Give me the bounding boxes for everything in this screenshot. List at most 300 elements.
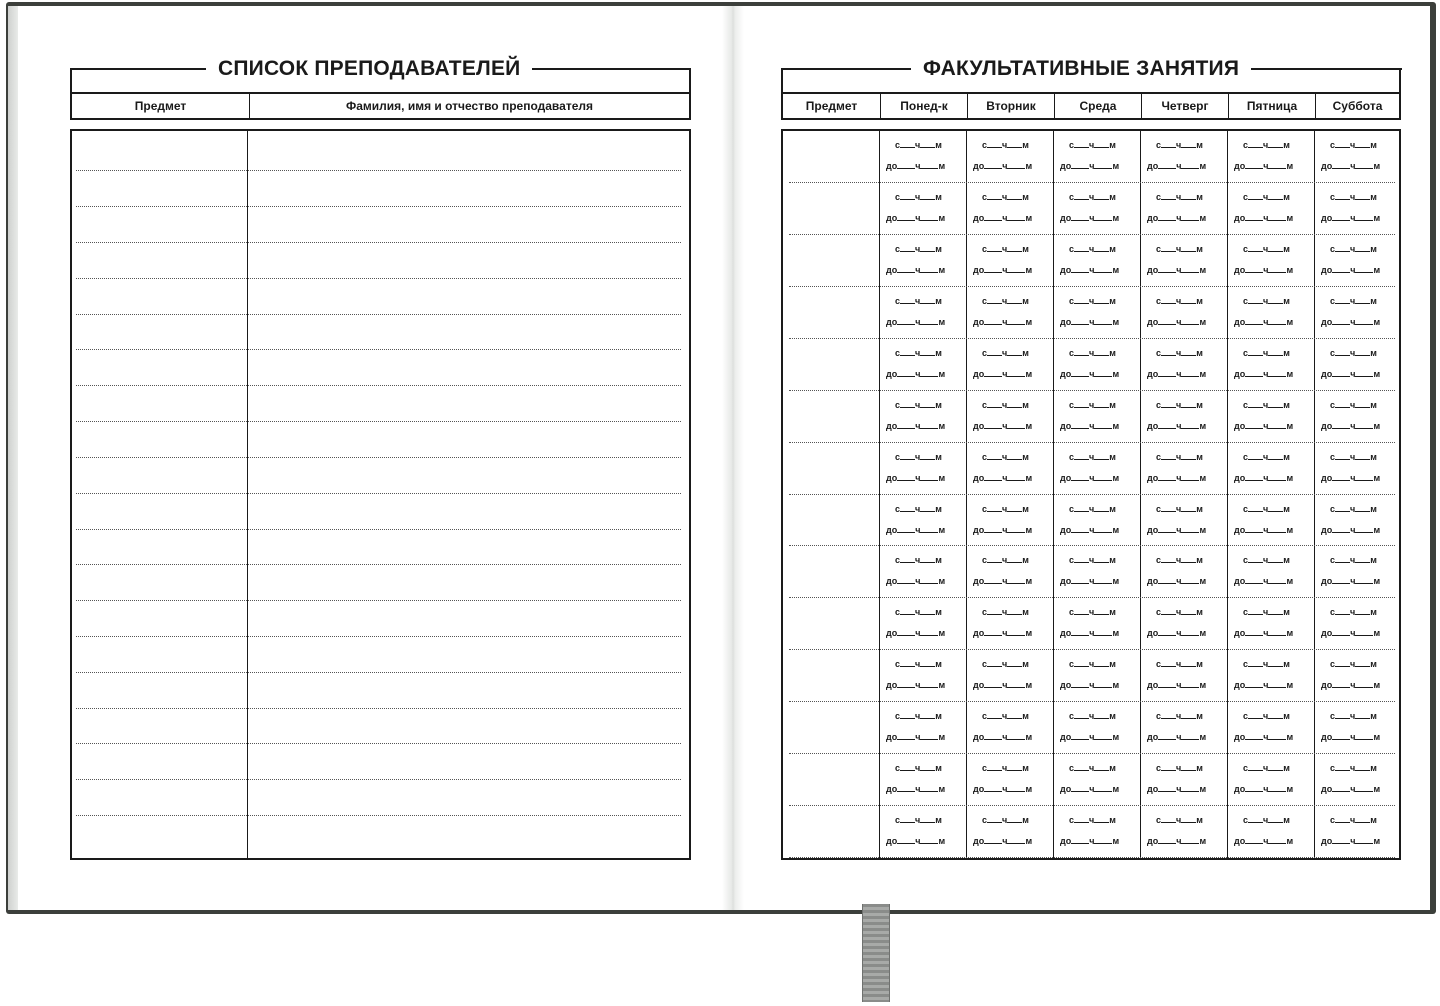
time-slot-cell[interactable] xyxy=(1318,495,1399,547)
time-blank[interactable] xyxy=(1181,607,1196,615)
time-slot-cell[interactable] xyxy=(1057,754,1138,806)
time-blank[interactable] xyxy=(1007,265,1025,273)
time-blank[interactable] xyxy=(1268,244,1283,252)
time-slot-cell[interactable] xyxy=(1318,287,1399,339)
time-blank[interactable] xyxy=(920,317,938,325)
time-blank[interactable] xyxy=(1007,576,1025,584)
time-slot-cell[interactable] xyxy=(1057,391,1138,443)
time-blank[interactable] xyxy=(1007,348,1022,356)
time-blank[interactable] xyxy=(1161,244,1176,252)
time-blank[interactable] xyxy=(1268,161,1286,169)
time-blank[interactable] xyxy=(897,473,915,481)
writing-line[interactable] xyxy=(76,708,681,709)
time-blank[interactable] xyxy=(1007,213,1025,221)
time-blank[interactable] xyxy=(897,836,915,844)
time-blank[interactable] xyxy=(1181,525,1199,533)
time-slot-cell[interactable] xyxy=(970,391,1051,443)
time-blank[interactable] xyxy=(1268,421,1286,429)
time-blank[interactable] xyxy=(984,836,1002,844)
time-blank[interactable] xyxy=(987,348,1002,356)
time-slot-cell[interactable] xyxy=(1057,546,1138,598)
time-blank[interactable] xyxy=(1161,659,1176,667)
time-blank[interactable] xyxy=(1355,763,1370,771)
time-blank[interactable] xyxy=(1094,763,1109,771)
time-blank[interactable] xyxy=(1158,732,1176,740)
time-blank[interactable] xyxy=(1335,244,1350,252)
time-blank[interactable] xyxy=(1007,659,1022,667)
writing-line[interactable] xyxy=(76,743,681,744)
time-blank[interactable] xyxy=(1181,784,1199,792)
time-blank[interactable] xyxy=(920,680,938,688)
time-blank[interactable] xyxy=(1335,659,1350,667)
time-blank[interactable] xyxy=(1094,348,1109,356)
time-blank[interactable] xyxy=(1181,763,1196,771)
time-blank[interactable] xyxy=(1158,576,1176,584)
time-slot-cell[interactable] xyxy=(1057,806,1138,858)
time-blank[interactable] xyxy=(1071,265,1089,273)
time-blank[interactable] xyxy=(1074,296,1089,304)
time-blank[interactable] xyxy=(1268,473,1286,481)
time-slot-cell[interactable] xyxy=(1231,391,1312,443)
time-blank[interactable] xyxy=(1181,348,1196,356)
time-blank[interactable] xyxy=(1335,192,1350,200)
time-slot-cell[interactable] xyxy=(883,806,964,858)
time-blank[interactable] xyxy=(1248,244,1263,252)
time-blank[interactable] xyxy=(897,628,915,636)
writing-line[interactable] xyxy=(76,815,681,816)
time-blank[interactable] xyxy=(1161,711,1176,719)
time-blank[interactable] xyxy=(1007,452,1022,460)
time-blank[interactable] xyxy=(1094,555,1109,563)
time-blank[interactable] xyxy=(984,525,1002,533)
time-blank[interactable] xyxy=(1355,213,1373,221)
writing-line[interactable] xyxy=(76,314,681,315)
time-blank[interactable] xyxy=(1071,784,1089,792)
time-blank[interactable] xyxy=(1268,711,1283,719)
time-blank[interactable] xyxy=(1245,213,1263,221)
time-blank[interactable] xyxy=(1181,265,1199,273)
time-blank[interactable] xyxy=(900,504,915,512)
time-blank[interactable] xyxy=(1268,504,1283,512)
time-blank[interactable] xyxy=(1355,421,1373,429)
time-blank[interactable] xyxy=(1268,525,1286,533)
time-blank[interactable] xyxy=(1268,317,1286,325)
time-blank[interactable] xyxy=(1248,348,1263,356)
time-blank[interactable] xyxy=(1355,680,1373,688)
time-blank[interactable] xyxy=(987,659,1002,667)
time-blank[interactable] xyxy=(1268,607,1283,615)
time-blank[interactable] xyxy=(1355,711,1370,719)
time-blank[interactable] xyxy=(900,815,915,823)
time-slot-cell[interactable] xyxy=(970,183,1051,235)
time-blank[interactable] xyxy=(1248,140,1263,148)
time-blank[interactable] xyxy=(1181,504,1196,512)
time-slot-cell[interactable] xyxy=(1231,443,1312,495)
time-blank[interactable] xyxy=(1245,784,1263,792)
time-blank[interactable] xyxy=(920,732,938,740)
time-blank[interactable] xyxy=(920,296,935,304)
time-blank[interactable] xyxy=(1248,607,1263,615)
time-slot-cell[interactable] xyxy=(970,598,1051,650)
time-blank[interactable] xyxy=(1181,711,1196,719)
time-blank[interactable] xyxy=(1007,317,1025,325)
time-blank[interactable] xyxy=(1335,348,1350,356)
time-blank[interactable] xyxy=(1245,576,1263,584)
time-blank[interactable] xyxy=(1007,555,1022,563)
time-slot-cell[interactable] xyxy=(883,131,964,183)
time-blank[interactable] xyxy=(1245,473,1263,481)
writing-line[interactable] xyxy=(76,421,681,422)
time-blank[interactable] xyxy=(1007,244,1022,252)
time-slot-cell[interactable] xyxy=(970,806,1051,858)
time-blank[interactable] xyxy=(1268,452,1283,460)
time-blank[interactable] xyxy=(897,784,915,792)
time-blank[interactable] xyxy=(987,296,1002,304)
time-slot-cell[interactable] xyxy=(883,546,964,598)
time-blank[interactable] xyxy=(920,192,935,200)
time-blank[interactable] xyxy=(900,348,915,356)
time-blank[interactable] xyxy=(1181,317,1199,325)
writing-line[interactable] xyxy=(76,493,681,494)
time-blank[interactable] xyxy=(1007,421,1025,429)
time-blank[interactable] xyxy=(920,763,935,771)
time-blank[interactable] xyxy=(1355,607,1370,615)
time-blank[interactable] xyxy=(900,555,915,563)
time-blank[interactable] xyxy=(1007,369,1025,377)
time-blank[interactable] xyxy=(1007,192,1022,200)
time-blank[interactable] xyxy=(1332,421,1350,429)
time-blank[interactable] xyxy=(1248,504,1263,512)
time-blank[interactable] xyxy=(1181,296,1196,304)
time-blank[interactable] xyxy=(1007,836,1025,844)
time-slot-cell[interactable] xyxy=(1318,754,1399,806)
time-blank[interactable] xyxy=(1094,504,1109,512)
time-blank[interactable] xyxy=(897,732,915,740)
time-slot-cell[interactable] xyxy=(970,287,1051,339)
writing-line[interactable] xyxy=(76,242,681,243)
time-slot-cell[interactable] xyxy=(1318,546,1399,598)
time-blank[interactable] xyxy=(1355,784,1373,792)
time-blank[interactable] xyxy=(1094,607,1109,615)
time-blank[interactable] xyxy=(1245,421,1263,429)
time-blank[interactable] xyxy=(1074,400,1089,408)
time-blank[interactable] xyxy=(1332,732,1350,740)
time-blank[interactable] xyxy=(1268,140,1283,148)
time-blank[interactable] xyxy=(1335,711,1350,719)
time-blank[interactable] xyxy=(1332,265,1350,273)
time-blank[interactable] xyxy=(1245,317,1263,325)
time-slot-cell[interactable] xyxy=(1057,702,1138,754)
time-blank[interactable] xyxy=(1268,815,1283,823)
time-slot-cell[interactable] xyxy=(1318,806,1399,858)
time-slot-cell[interactable] xyxy=(1231,183,1312,235)
writing-line[interactable] xyxy=(76,206,681,207)
time-blank[interactable] xyxy=(1094,473,1112,481)
time-blank[interactable] xyxy=(1094,452,1109,460)
time-blank[interactable] xyxy=(1355,296,1370,304)
time-blank[interactable] xyxy=(1355,504,1370,512)
time-slot-cell[interactable] xyxy=(1318,702,1399,754)
time-blank[interactable] xyxy=(1094,244,1109,252)
time-blank[interactable] xyxy=(920,265,938,273)
time-blank[interactable] xyxy=(1268,192,1283,200)
time-slot-cell[interactable] xyxy=(1231,598,1312,650)
time-blank[interactable] xyxy=(897,680,915,688)
time-blank[interactable] xyxy=(1071,576,1089,584)
time-blank[interactable] xyxy=(1158,628,1176,636)
time-blank[interactable] xyxy=(1335,452,1350,460)
time-blank[interactable] xyxy=(1181,836,1199,844)
time-blank[interactable] xyxy=(987,192,1002,200)
time-blank[interactable] xyxy=(1355,525,1373,533)
time-blank[interactable] xyxy=(1158,369,1176,377)
time-blank[interactable] xyxy=(920,815,935,823)
time-slot-cell[interactable] xyxy=(1231,131,1312,183)
time-blank[interactable] xyxy=(1332,680,1350,688)
time-blank[interactable] xyxy=(1071,369,1089,377)
time-blank[interactable] xyxy=(920,400,935,408)
time-slot-cell[interactable] xyxy=(1144,495,1225,547)
time-slot-cell[interactable] xyxy=(1231,546,1312,598)
time-blank[interactable] xyxy=(1181,732,1199,740)
time-blank[interactable] xyxy=(1268,659,1283,667)
time-slot-cell[interactable] xyxy=(1144,287,1225,339)
writing-line[interactable] xyxy=(76,278,681,279)
time-blank[interactable] xyxy=(1007,140,1022,148)
time-blank[interactable] xyxy=(1248,400,1263,408)
time-blank[interactable] xyxy=(1094,659,1109,667)
time-blank[interactable] xyxy=(1161,296,1176,304)
time-blank[interactable] xyxy=(1094,400,1109,408)
time-slot-cell[interactable] xyxy=(883,598,964,650)
time-blank[interactable] xyxy=(984,628,1002,636)
time-blank[interactable] xyxy=(1268,296,1283,304)
time-blank[interactable] xyxy=(1181,244,1196,252)
time-slot-cell[interactable] xyxy=(1057,598,1138,650)
time-blank[interactable] xyxy=(1161,452,1176,460)
time-blank[interactable] xyxy=(1355,192,1370,200)
time-slot-cell[interactable] xyxy=(1144,598,1225,650)
time-blank[interactable] xyxy=(1074,452,1089,460)
time-blank[interactable] xyxy=(900,659,915,667)
time-slot-cell[interactable] xyxy=(1231,754,1312,806)
time-blank[interactable] xyxy=(1248,452,1263,460)
time-slot-cell[interactable] xyxy=(883,287,964,339)
time-blank[interactable] xyxy=(1074,140,1089,148)
time-blank[interactable] xyxy=(1181,400,1196,408)
time-blank[interactable] xyxy=(1161,555,1176,563)
time-blank[interactable] xyxy=(1332,525,1350,533)
time-slot-cell[interactable] xyxy=(1057,183,1138,235)
time-slot-cell[interactable] xyxy=(1318,598,1399,650)
time-blank[interactable] xyxy=(1094,711,1109,719)
time-blank[interactable] xyxy=(1094,421,1112,429)
time-slot-cell[interactable] xyxy=(883,650,964,702)
time-blank[interactable] xyxy=(1007,296,1022,304)
time-slot-cell[interactable] xyxy=(1318,339,1399,391)
time-blank[interactable] xyxy=(1007,815,1022,823)
time-blank[interactable] xyxy=(1071,525,1089,533)
time-blank[interactable] xyxy=(920,161,938,169)
time-blank[interactable] xyxy=(1332,784,1350,792)
time-blank[interactable] xyxy=(1181,421,1199,429)
time-slot-cell[interactable] xyxy=(1318,235,1399,287)
time-blank[interactable] xyxy=(1248,711,1263,719)
time-slot-cell[interactable] xyxy=(883,235,964,287)
time-blank[interactable] xyxy=(1074,348,1089,356)
time-blank[interactable] xyxy=(1074,659,1089,667)
time-blank[interactable] xyxy=(1245,836,1263,844)
writing-line[interactable] xyxy=(76,564,681,565)
time-blank[interactable] xyxy=(1007,711,1022,719)
time-blank[interactable] xyxy=(1181,213,1199,221)
time-slot-cell[interactable] xyxy=(883,183,964,235)
time-blank[interactable] xyxy=(1071,213,1089,221)
time-blank[interactable] xyxy=(1355,473,1373,481)
time-blank[interactable] xyxy=(1094,836,1112,844)
time-slot-cell[interactable] xyxy=(1231,235,1312,287)
time-blank[interactable] xyxy=(1245,369,1263,377)
time-slot-cell[interactable] xyxy=(1318,650,1399,702)
time-slot-cell[interactable] xyxy=(1057,339,1138,391)
time-blank[interactable] xyxy=(1268,369,1286,377)
time-blank[interactable] xyxy=(1007,525,1025,533)
time-blank[interactable] xyxy=(1007,504,1022,512)
time-blank[interactable] xyxy=(1161,348,1176,356)
time-blank[interactable] xyxy=(1355,369,1373,377)
time-blank[interactable] xyxy=(1268,213,1286,221)
time-blank[interactable] xyxy=(1071,628,1089,636)
time-blank[interactable] xyxy=(897,213,915,221)
time-blank[interactable] xyxy=(900,711,915,719)
writing-line[interactable] xyxy=(76,170,681,171)
time-blank[interactable] xyxy=(984,265,1002,273)
time-blank[interactable] xyxy=(1161,607,1176,615)
time-slot-cell[interactable] xyxy=(1318,391,1399,443)
time-slot-cell[interactable] xyxy=(1057,495,1138,547)
time-blank[interactable] xyxy=(1158,161,1176,169)
time-blank[interactable] xyxy=(920,369,938,377)
time-blank[interactable] xyxy=(1245,732,1263,740)
time-blank[interactable] xyxy=(1158,473,1176,481)
writing-line[interactable] xyxy=(76,529,681,530)
time-slot-cell[interactable] xyxy=(1144,806,1225,858)
time-blank[interactable] xyxy=(1181,473,1199,481)
time-blank[interactable] xyxy=(1094,525,1112,533)
writing-line[interactable] xyxy=(76,779,681,780)
time-blank[interactable] xyxy=(1268,732,1286,740)
time-slot-cell[interactable] xyxy=(1231,806,1312,858)
time-blank[interactable] xyxy=(1161,763,1176,771)
time-blank[interactable] xyxy=(1332,473,1350,481)
time-blank[interactable] xyxy=(1355,161,1373,169)
time-blank[interactable] xyxy=(920,711,935,719)
time-blank[interactable] xyxy=(1332,836,1350,844)
time-slot-cell[interactable] xyxy=(1144,754,1225,806)
time-blank[interactable] xyxy=(1355,140,1370,148)
time-blank[interactable] xyxy=(984,369,1002,377)
time-blank[interactable] xyxy=(984,213,1002,221)
time-blank[interactable] xyxy=(1332,576,1350,584)
time-blank[interactable] xyxy=(1158,265,1176,273)
time-blank[interactable] xyxy=(1248,763,1263,771)
time-blank[interactable] xyxy=(1268,628,1286,636)
time-blank[interactable] xyxy=(987,504,1002,512)
time-blank[interactable] xyxy=(1181,576,1199,584)
time-slot-cell[interactable] xyxy=(1318,443,1399,495)
time-blank[interactable] xyxy=(1268,763,1283,771)
time-blank[interactable] xyxy=(1161,400,1176,408)
time-blank[interactable] xyxy=(1355,815,1370,823)
time-slot-cell[interactable] xyxy=(970,546,1051,598)
time-blank[interactable] xyxy=(1268,400,1283,408)
time-blank[interactable] xyxy=(1158,836,1176,844)
time-blank[interactable] xyxy=(897,317,915,325)
time-blank[interactable] xyxy=(920,607,935,615)
time-blank[interactable] xyxy=(987,400,1002,408)
time-blank[interactable] xyxy=(1161,192,1176,200)
time-blank[interactable] xyxy=(900,192,915,200)
time-blank[interactable] xyxy=(1158,421,1176,429)
time-blank[interactable] xyxy=(1355,400,1370,408)
writing-line[interactable] xyxy=(76,636,681,637)
time-blank[interactable] xyxy=(1071,473,1089,481)
time-slot-cell[interactable] xyxy=(970,235,1051,287)
time-blank[interactable] xyxy=(1245,265,1263,273)
time-blank[interactable] xyxy=(1268,348,1283,356)
time-slot-cell[interactable] xyxy=(1057,235,1138,287)
time-blank[interactable] xyxy=(897,161,915,169)
time-blank[interactable] xyxy=(1094,140,1109,148)
time-blank[interactable] xyxy=(1335,400,1350,408)
time-blank[interactable] xyxy=(897,265,915,273)
time-blank[interactable] xyxy=(1268,784,1286,792)
time-blank[interactable] xyxy=(984,732,1002,740)
time-slot-cell[interactable] xyxy=(970,650,1051,702)
time-slot-cell[interactable] xyxy=(1144,235,1225,287)
time-slot-cell[interactable] xyxy=(1144,443,1225,495)
time-blank[interactable] xyxy=(1335,763,1350,771)
time-blank[interactable] xyxy=(1094,213,1112,221)
time-slot-cell[interactable] xyxy=(970,495,1051,547)
time-slot-cell[interactable] xyxy=(1231,650,1312,702)
time-blank[interactable] xyxy=(1181,140,1196,148)
time-slot-cell[interactable] xyxy=(1057,443,1138,495)
time-blank[interactable] xyxy=(920,628,938,636)
time-blank[interactable] xyxy=(1007,680,1025,688)
time-slot-cell[interactable] xyxy=(883,339,964,391)
time-slot-cell[interactable] xyxy=(1144,546,1225,598)
time-blank[interactable] xyxy=(1181,680,1199,688)
time-blank[interactable] xyxy=(1248,296,1263,304)
time-blank[interactable] xyxy=(1332,628,1350,636)
time-slot-cell[interactable] xyxy=(1057,131,1138,183)
time-blank[interactable] xyxy=(1355,836,1373,844)
time-blank[interactable] xyxy=(1335,296,1350,304)
time-slot-cell[interactable] xyxy=(1144,131,1225,183)
time-blank[interactable] xyxy=(1248,555,1263,563)
time-blank[interactable] xyxy=(1245,628,1263,636)
time-slot-cell[interactable] xyxy=(970,702,1051,754)
time-blank[interactable] xyxy=(920,836,938,844)
time-blank[interactable] xyxy=(897,576,915,584)
time-blank[interactable] xyxy=(920,140,935,148)
time-blank[interactable] xyxy=(900,452,915,460)
time-blank[interactable] xyxy=(920,525,938,533)
time-blank[interactable] xyxy=(1355,452,1370,460)
time-slot-cell[interactable] xyxy=(1231,287,1312,339)
time-blank[interactable] xyxy=(1355,244,1370,252)
